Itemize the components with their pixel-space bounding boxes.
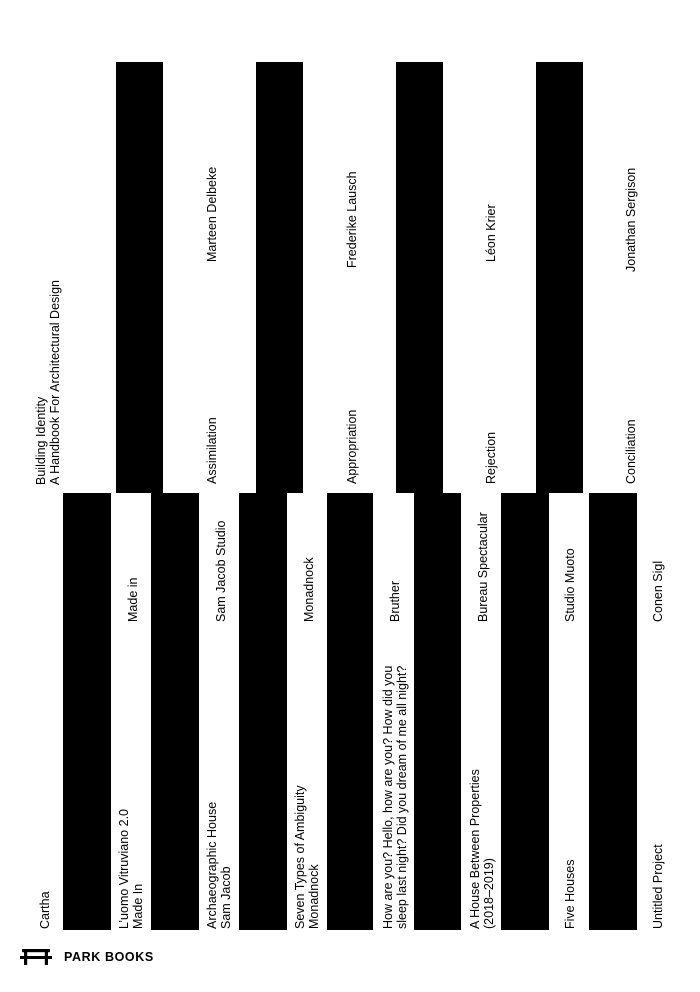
- studio-made-in: Made in: [126, 577, 140, 622]
- section-theme-appropriation: Appropriation: [345, 409, 359, 484]
- project-house-between-properties: [468, 769, 496, 929]
- upper-bar-2: [256, 62, 303, 493]
- lower-bar-1: [63, 493, 111, 930]
- lower-bar-2: [151, 493, 199, 930]
- project-title: L’uomo Vitruviano 2.0: [117, 809, 131, 929]
- studio-bureau-spectacular: Bureau Spectacular: [476, 512, 490, 622]
- upper-bar-4: [536, 62, 583, 493]
- publisher-logo: [20, 948, 154, 966]
- book-title: [34, 280, 62, 485]
- project-title: Five Houses: [563, 859, 577, 929]
- lower-bar-6: [501, 493, 549, 930]
- studio-muoto: Studio Muoto: [563, 548, 577, 622]
- project-title: Cartha: [38, 891, 52, 929]
- studio-conen-sigl: Conen Sigl: [651, 560, 665, 622]
- publisher-name: PARK BOOKS: [64, 950, 154, 964]
- project-subtitle: Sam Jacob: [219, 866, 233, 929]
- park-bench-icon: [20, 948, 52, 966]
- upper-bar-1: [116, 62, 163, 493]
- project-title: Seven Types of Ambiguity: [293, 785, 307, 929]
- lower-bar-5: [414, 493, 461, 930]
- project-seven-types: [293, 785, 321, 929]
- section-author-krier: Léon Krier: [484, 204, 498, 262]
- studio-monadnock: Monadnock: [302, 557, 316, 622]
- lower-bar-4: [327, 493, 373, 930]
- book-title-line1: Building Identity: [34, 396, 48, 485]
- project-subtitle: Made In: [131, 883, 145, 929]
- lower-bar-3: [239, 493, 287, 930]
- project-title: Untitled Project: [651, 844, 665, 929]
- project-uomo-vitruviano: [117, 809, 145, 929]
- section-theme-rejection: Rejection: [484, 431, 498, 484]
- section-author-delbeke: Marteen Delbeke: [205, 166, 219, 262]
- project-title: A House Between Properties: [468, 769, 482, 929]
- project-untitled: [651, 844, 665, 929]
- section-theme-assimilation: Assimilation: [205, 417, 219, 484]
- book-subtitle-line2: A Handbook For Architectural Design: [48, 280, 62, 485]
- project-subtitle: sleep last night? Did you dream of me all night?: [395, 665, 409, 929]
- project-title: How are you? Hello, how are you? How did you: [381, 665, 395, 929]
- project-title: Archaeographic House: [205, 801, 219, 929]
- project-subtitle: (2018–2019): [482, 858, 496, 929]
- upper-bar-3: [396, 62, 443, 493]
- project-cartha: [38, 891, 52, 929]
- section-author-sergison: Jonathan Sergison: [624, 167, 638, 272]
- section-theme-conciliation: Conciliation: [624, 419, 638, 484]
- lower-bar-7: [589, 493, 637, 930]
- section-author-lausch: Frederike Lausch: [345, 171, 359, 268]
- studio-sam-jacob: Sam Jacob Studio: [214, 520, 228, 622]
- project-five-houses: [563, 860, 577, 929]
- studio-bruther: Bruther: [388, 581, 402, 622]
- project-how-are-you: [381, 666, 409, 929]
- project-subtitle: Monadnock: [307, 864, 321, 929]
- project-archaeographic-house: [205, 802, 233, 929]
